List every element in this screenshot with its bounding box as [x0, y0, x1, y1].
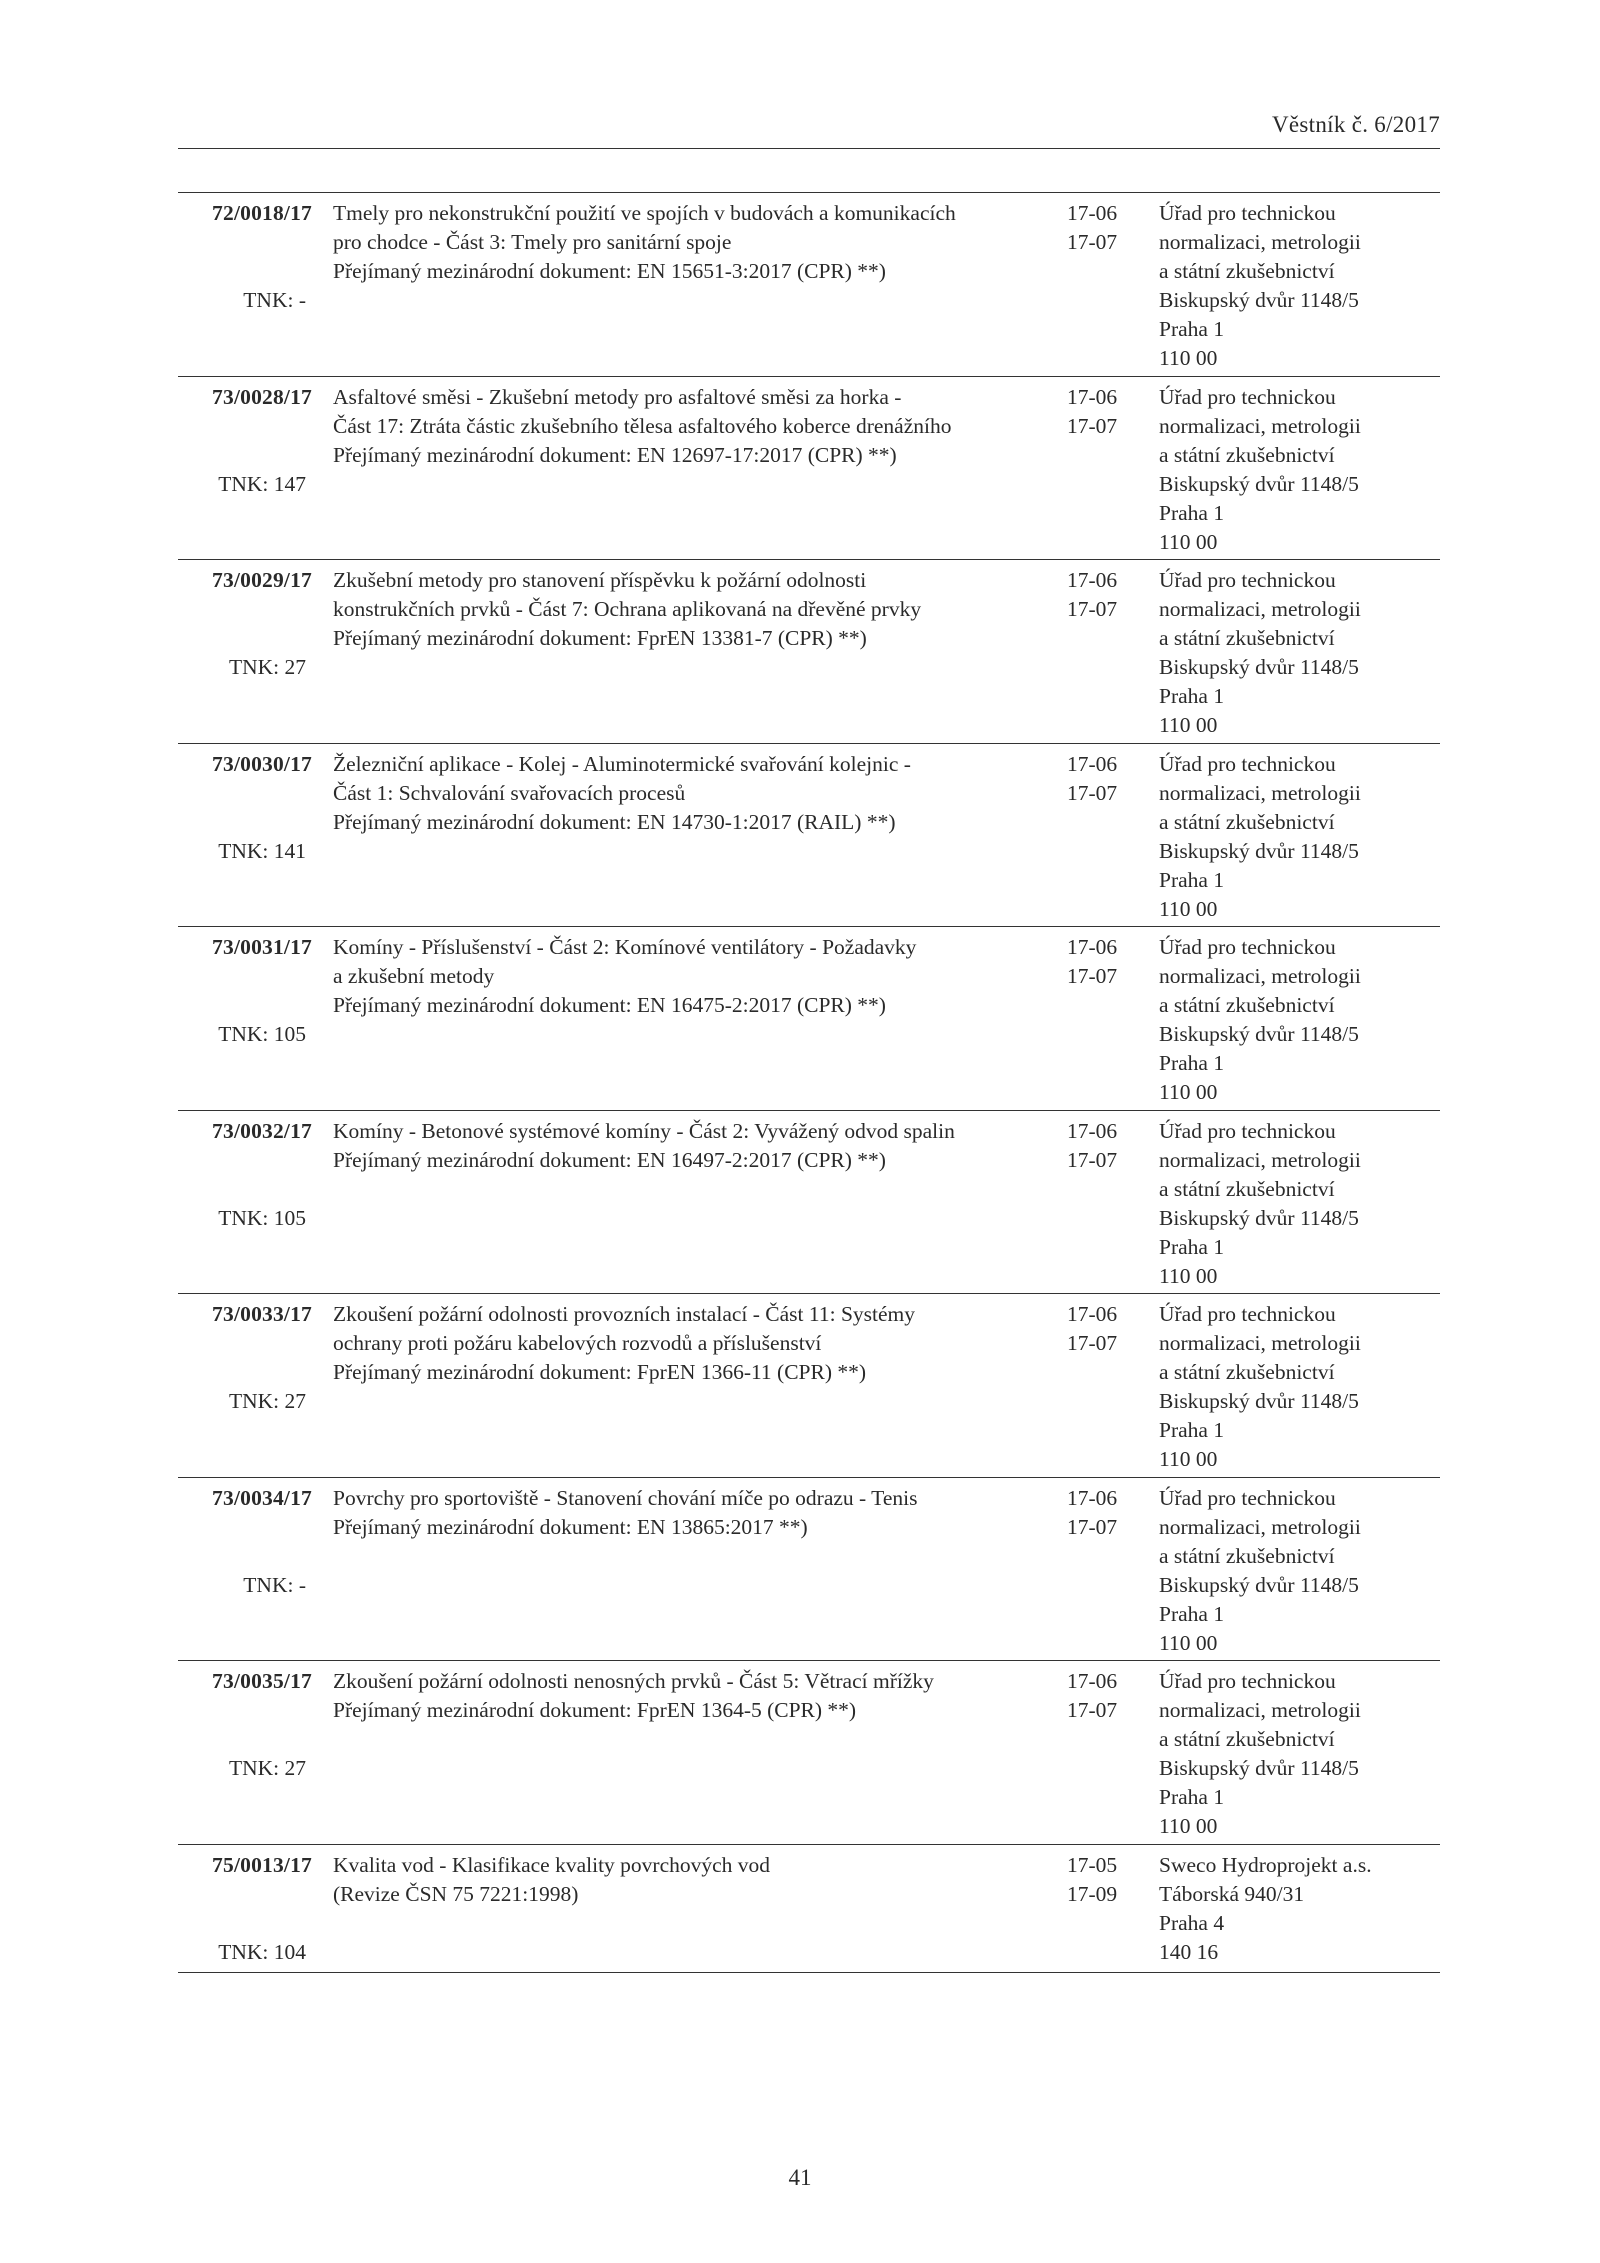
adopted-document: Přejímaný mezinárodní dokument: FprEN 1366-11 (CPR) **): [333, 1360, 867, 1384]
date-value: 17-06: [1067, 1302, 1118, 1326]
dates-cell: [1067, 1117, 1137, 1175]
organization-line: Praha 1: [1159, 1418, 1225, 1442]
organization-line: Praha 1: [1159, 1051, 1225, 1075]
organization-line: a státní zkušebnictví: [1159, 993, 1335, 1017]
adopted-document: Přejímaný mezinárodní dokument: FprEN 1364-5 (CPR) **): [333, 1698, 857, 1722]
organization-line: Praha 1: [1159, 1234, 1225, 1259]
organization-line: Biskupský dvůr 1148/5: [1159, 471, 1359, 496]
date-value: 17-06: [1067, 568, 1118, 592]
date-value: 17-05: [1067, 1852, 1118, 1877]
organization-cell: [1159, 566, 1449, 740]
organization-line: normalizaci, metrologii: [1159, 230, 1361, 254]
standard-id-cell: [178, 566, 312, 682]
standard-code: 73/0030/17: [212, 751, 312, 776]
date-value: 17-09: [1067, 1881, 1118, 1906]
organization-cell: [1159, 1851, 1449, 1967]
date-value: 17-07: [1067, 964, 1118, 988]
date-value: 17-07: [1067, 597, 1118, 621]
organization-line: Úřad pro technickou: [1159, 751, 1336, 776]
date-value: 17-06: [1067, 935, 1118, 959]
dates-cell: [1067, 1667, 1137, 1725]
organization-line: normalizaci, metrologii: [1159, 597, 1361, 621]
standard-code: 73/0032/17: [212, 1118, 312, 1143]
date-value: 17-07: [1067, 230, 1118, 254]
organization-line: 110 00: [1159, 896, 1218, 921]
organization-line: Sweco Hydroprojekt a.s.: [1159, 1852, 1372, 1877]
standard-code: 73/0029/17: [212, 568, 312, 592]
tnk-number: TNK: 147: [218, 471, 306, 496]
organization-line: Úřad pro technickou: [1159, 1302, 1336, 1326]
organization-line: 110 00: [1159, 713, 1218, 737]
adopted-document: Přejímaný mezinárodní dokument: FprEN 13381-7 (CPR) **): [333, 626, 867, 650]
standard-title-line: Část 1: Schvalování svařovacích procesů: [333, 780, 686, 805]
tnk-number: TNK: 105: [218, 1022, 306, 1046]
date-value: 17-07: [1067, 780, 1118, 805]
organization-line: a státní zkušebnictví: [1159, 442, 1335, 467]
organization-line: Úřad pro technickou: [1159, 935, 1336, 959]
dates-cell: [1067, 566, 1137, 624]
organization-line: a státní zkušebnictví: [1159, 1176, 1335, 1201]
standard-title-line: konstrukčních prvků - Část 7: Ochrana aplikovaná na dřevěné prvky: [333, 597, 922, 621]
standard-code: 73/0028/17: [212, 384, 312, 409]
standard-id-cell: [178, 1851, 312, 1967]
organization-line: a státní zkušebnictví: [1159, 1360, 1335, 1384]
table-row: [178, 377, 1440, 561]
date-value: 17-07: [1067, 1331, 1118, 1355]
tnk-number: TNK: 104: [218, 1939, 306, 1964]
table-row: [178, 1478, 1440, 1662]
adopted-document: Přejímaný mezinárodní dokument: EN 16497-2:2017 (CPR) **): [333, 1147, 886, 1172]
organization-line: Táborská 940/31: [1159, 1881, 1305, 1906]
organization-line: Praha 1: [1159, 684, 1225, 708]
standard-id-cell: [178, 1117, 312, 1233]
page-number: 41: [788, 2165, 812, 2190]
tnk-number: TNK: -: [243, 288, 306, 312]
page-header: [178, 110, 1440, 149]
organization-line: a státní zkušebnictví: [1159, 626, 1335, 650]
standard-id-cell: [178, 199, 312, 315]
dates-cell: [1067, 1300, 1137, 1358]
adopted-document: Přejímaný mezinárodní dokument: EN 14730-1:2017 (RAIL) **): [333, 809, 896, 834]
organization-cell: [1159, 383, 1449, 557]
organization-line: normalizaci, metrologii: [1159, 1698, 1361, 1722]
organization-cell: [1159, 1484, 1449, 1658]
tnk-number: TNK: 27: [228, 655, 306, 679]
standard-code: 72/0018/17: [212, 201, 312, 225]
date-value: 17-06: [1067, 384, 1118, 409]
organization-line: Praha 1: [1159, 500, 1225, 525]
organization-cell: [1159, 199, 1449, 373]
organization-line: 110 00: [1159, 1447, 1218, 1471]
standard-code: 73/0034/17: [212, 1485, 312, 1510]
dates-cell: [1067, 933, 1137, 991]
standard-title-line: Komíny - Příslušenství - Část 2: Komínové ventilátory - Požadavky: [333, 935, 917, 959]
standard-title-line: Část 17: Ztráta částic zkušebního tělesa asfaltového koberce drenážního: [333, 413, 952, 438]
standard-id-cell: [178, 750, 312, 866]
standard-title-line: ochrany proti požáru kabelových rozvodů a příslušenství: [333, 1331, 822, 1355]
dates-cell: [1067, 750, 1137, 808]
standard-id-cell: [178, 933, 312, 1049]
date-value: 17-06: [1067, 1669, 1118, 1693]
dates-cell: [1067, 1484, 1137, 1542]
standards-table: [178, 192, 1440, 1973]
standard-id-cell: [178, 1484, 312, 1600]
organization-line: a státní zkušebnictví: [1159, 809, 1335, 834]
organization-cell: [1159, 1117, 1449, 1291]
table-row: [178, 1111, 1440, 1295]
standard-id-cell: [178, 1300, 312, 1416]
date-value: 17-06: [1067, 751, 1118, 776]
organization-line: normalizaci, metrologii: [1159, 964, 1361, 988]
organization-line: a státní zkušebnictví: [1159, 1727, 1335, 1751]
date-value: 17-07: [1067, 413, 1118, 438]
organization-cell: [1159, 933, 1449, 1107]
organization-line: Úřad pro technickou: [1159, 201, 1336, 225]
standard-id-cell: [178, 1667, 312, 1783]
adopted-document: Přejímaný mezinárodní dokument: EN 15651-3:2017 (CPR) **): [333, 259, 886, 283]
standard-title-line: (Revize ČSN 75 7221:1998): [333, 1881, 579, 1906]
organization-line: 110 00: [1159, 1814, 1218, 1838]
organization-line: normalizaci, metrologii: [1159, 413, 1361, 438]
organization-line: Praha 4: [1159, 1910, 1225, 1935]
dates-cell: [1067, 199, 1137, 257]
standard-title-line: Zkušební metody pro stanovení příspěvku k požární odolnosti: [333, 568, 867, 592]
date-value: 17-06: [1067, 1485, 1118, 1510]
table-row: [178, 193, 1440, 377]
organization-line: Praha 1: [1159, 867, 1225, 892]
standard-title-line: Asfaltové směsi - Zkušební metody pro asfaltové směsi za horka -: [333, 384, 902, 409]
organization-line: normalizaci, metrologii: [1159, 780, 1361, 805]
organization-line: normalizaci, metrologii: [1159, 1331, 1361, 1355]
tnk-number: TNK: 105: [218, 1205, 306, 1230]
date-value: 17-07: [1067, 1698, 1118, 1722]
tnk-number: TNK: 27: [228, 1389, 306, 1413]
organization-line: Biskupský dvůr 1148/5: [1159, 1756, 1359, 1780]
organization-line: Úřad pro technickou: [1159, 1485, 1336, 1510]
table-row: [178, 744, 1440, 928]
standard-code: 73/0035/17: [212, 1669, 312, 1693]
organization-line: 110 00: [1159, 1080, 1218, 1104]
organization-line: Biskupský dvůr 1148/5: [1159, 655, 1359, 679]
standard-code: 75/0013/17: [212, 1852, 312, 1877]
dates-cell: [1067, 383, 1137, 441]
organization-line: Praha 1: [1159, 1785, 1225, 1809]
organization-line: Biskupský dvůr 1148/5: [1159, 1572, 1359, 1597]
organization-cell: [1159, 1667, 1449, 1841]
table-row: [178, 927, 1440, 1111]
organization-line: Biskupský dvůr 1148/5: [1159, 838, 1359, 863]
organization-line: a státní zkušebnictví: [1159, 259, 1335, 283]
standard-title-line: Tmely pro nekonstrukční použití ve spojích v budovách a komunikacích: [333, 201, 956, 225]
adopted-document: Přejímaný mezinárodní dokument: EN 13865:2017 **): [333, 1514, 808, 1539]
organization-line: Praha 1: [1159, 317, 1225, 341]
organization-cell: [1159, 1300, 1449, 1474]
organization-line: Úřad pro technickou: [1159, 1118, 1336, 1143]
organization-cell: [1159, 750, 1449, 924]
tnk-number: TNK: -: [243, 1572, 306, 1597]
organization-line: Biskupský dvůr 1148/5: [1159, 1022, 1359, 1046]
organization-line: 110 00: [1159, 1263, 1218, 1288]
standard-title-line: pro chodce - Část 3: Tmely pro sanitární spoje: [333, 230, 732, 254]
organization-line: 110 00: [1159, 346, 1218, 370]
organization-line: 110 00: [1159, 1630, 1218, 1655]
organization-line: Biskupský dvůr 1148/5: [1159, 1389, 1359, 1413]
tnk-number: TNK: 27: [228, 1756, 306, 1780]
adopted-document: Přejímaný mezinárodní dokument: EN 12697-17:2017 (CPR) **): [333, 442, 897, 467]
date-value: 17-07: [1067, 1514, 1118, 1539]
tnk-number: TNK: 141: [218, 838, 306, 863]
organization-line: Praha 1: [1159, 1601, 1225, 1626]
organization-line: normalizaci, metrologii: [1159, 1147, 1361, 1172]
organization-line: Úřad pro technickou: [1159, 1669, 1336, 1693]
organization-line: 110 00: [1159, 529, 1218, 554]
standard-code: 73/0033/17: [212, 1302, 312, 1326]
standard-title-line: Zkoušení požární odolnosti provozních instalací - Část 11: Systémy: [333, 1302, 916, 1326]
dates-cell: [1067, 1851, 1137, 1909]
date-value: 17-06: [1067, 201, 1118, 225]
table-row: [178, 1294, 1440, 1478]
standard-code: 73/0031/17: [212, 935, 312, 959]
standard-title-line: Železniční aplikace - Kolej - Aluminotermické svařování kolejnic -: [333, 751, 911, 776]
standard-title-line: Povrchy pro sportoviště - Stanovení chování míče po odrazu - Tenis: [333, 1485, 918, 1510]
standard-title-line: Komíny - Betonové systémové komíny - Část 2: Vyvážený odvod spalin: [333, 1118, 955, 1143]
organization-line: Úřad pro technickou: [1159, 568, 1336, 592]
table-row: [178, 1661, 1440, 1845]
table-row: [178, 560, 1440, 744]
organization-line: normalizaci, metrologii: [1159, 1514, 1361, 1539]
date-value: 17-07: [1067, 1147, 1118, 1172]
organization-line: Úřad pro technickou: [1159, 384, 1336, 409]
organization-line: Biskupský dvůr 1148/5: [1159, 1205, 1359, 1230]
date-value: 17-06: [1067, 1118, 1118, 1143]
standard-title-line: a zkušební metody: [333, 964, 495, 988]
organization-line: a státní zkušebnictví: [1159, 1543, 1335, 1568]
standard-title-line: Kvalita vod - Klasifikace kvality povrchových vod: [333, 1852, 771, 1877]
organization-line: Biskupský dvůr 1148/5: [1159, 288, 1359, 312]
journal-issue-title: Věstník č. 6/2017: [1272, 112, 1440, 137]
adopted-document: Přejímaný mezinárodní dokument: EN 16475-2:2017 (CPR) **): [333, 993, 886, 1017]
table-row: [178, 1845, 1440, 1973]
standard-title-line: Zkoušení požární odolnosti nenosných prvků - Část 5: Větrací mřížky: [333, 1669, 934, 1693]
organization-line: 140 16: [1159, 1939, 1219, 1964]
standard-id-cell: [178, 383, 312, 499]
